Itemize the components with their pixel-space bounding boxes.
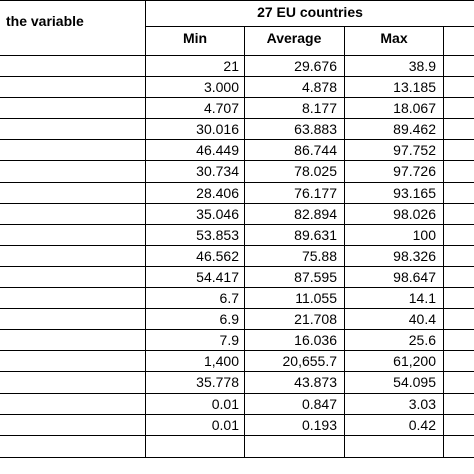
table-row: [0, 204, 474, 225]
table-row: [0, 119, 474, 140]
table-row: [0, 267, 474, 288]
max-column-header: Max: [380, 30, 408, 46]
max-cell: 54.095: [393, 374, 436, 391]
average-cell: 21.708: [294, 311, 337, 328]
table-row: [0, 225, 474, 246]
average-cell: 20,655.7: [282, 353, 337, 370]
table-top-border: [0, 0, 474, 1]
table-body: [0, 56, 474, 436]
average-cell: 16.036: [294, 332, 337, 349]
average-cell: 0.193: [301, 416, 337, 433]
average-cell: 0.847: [301, 395, 337, 412]
variable-column-header: the variable: [6, 13, 84, 29]
table-row: [0, 415, 474, 436]
average-cell: 76.177: [294, 184, 337, 201]
min-cell: 7.9: [219, 332, 239, 349]
average-cell: 87.595: [294, 268, 337, 285]
table-row: [0, 246, 474, 267]
table-bottom-border: [0, 457, 474, 458]
min-cell: 30.734: [196, 163, 239, 180]
max-cell: 18.067: [393, 100, 436, 117]
average-cell: 63.883: [294, 121, 337, 138]
max-cell: 89.462: [393, 121, 436, 138]
max-cell: 98.026: [393, 205, 436, 222]
min-column-header: Min: [182, 30, 208, 46]
max-cell: 98.326: [393, 247, 436, 264]
table-row: [0, 98, 474, 119]
min-cell: 30.016: [196, 121, 239, 138]
min-cell: 1,400: [203, 353, 239, 370]
average-column-header: Average: [266, 30, 322, 46]
min-cell: 4.707: [203, 100, 239, 117]
average-cell: 89.631: [294, 226, 337, 243]
average-cell: 82.894: [294, 205, 337, 222]
table-row: [0, 372, 474, 393]
min-cell: 35.778: [196, 374, 239, 391]
table-row: [0, 56, 474, 77]
max-cell: 0.42: [408, 416, 436, 433]
table-row: [0, 351, 474, 372]
table-row: [0, 140, 474, 161]
table-row: [0, 309, 474, 330]
min-cell: 28.406: [196, 184, 239, 201]
min-cell: 21: [223, 58, 239, 74]
max-cell: 14.1: [408, 290, 436, 307]
max-cell: 93.165: [393, 184, 436, 201]
min-cell: 6.9: [219, 311, 239, 328]
max-cell: 98.647: [393, 268, 436, 285]
min-cell: 3.000: [203, 79, 239, 96]
max-cell: 100: [412, 226, 436, 243]
group-column-header: 27 EU countries: [257, 4, 363, 20]
max-cell: 61,200: [393, 353, 436, 370]
min-cell: 53.853: [196, 226, 239, 243]
min-cell: 0.01: [211, 416, 239, 433]
average-cell: 86.744: [294, 142, 337, 159]
max-cell: 25.6: [408, 332, 436, 349]
min-cell: 54.417: [196, 268, 239, 285]
average-cell: 75.88: [301, 247, 337, 264]
table-row: [0, 161, 474, 182]
average-cell: 4.878: [301, 79, 337, 96]
table-row: [0, 183, 474, 204]
average-cell: 43.873: [294, 374, 337, 391]
average-cell: 78.025: [294, 163, 337, 180]
min-cell: 0.01: [211, 395, 239, 412]
average-cell: 11.055: [295, 290, 337, 307]
table-row: [0, 288, 474, 309]
table-row: [0, 77, 474, 98]
max-cell: 38.9: [408, 58, 436, 74]
max-cell: 13.185: [393, 79, 436, 96]
max-cell: 3.03: [408, 395, 436, 412]
max-cell: 40.4: [408, 311, 436, 328]
max-cell: 97.752: [393, 142, 436, 159]
max-cell: 97.726: [393, 163, 436, 180]
average-cell: 8.177: [301, 100, 337, 117]
min-cell: 6.7: [219, 290, 239, 307]
min-cell: 35.046: [196, 205, 239, 222]
min-cell: 46.449: [196, 142, 239, 159]
group-header-divider: [146, 26, 474, 27]
average-cell: 29.676: [294, 58, 337, 74]
min-cell: 46.562: [196, 247, 239, 264]
table-row: [0, 330, 474, 351]
table-row: [0, 394, 474, 415]
